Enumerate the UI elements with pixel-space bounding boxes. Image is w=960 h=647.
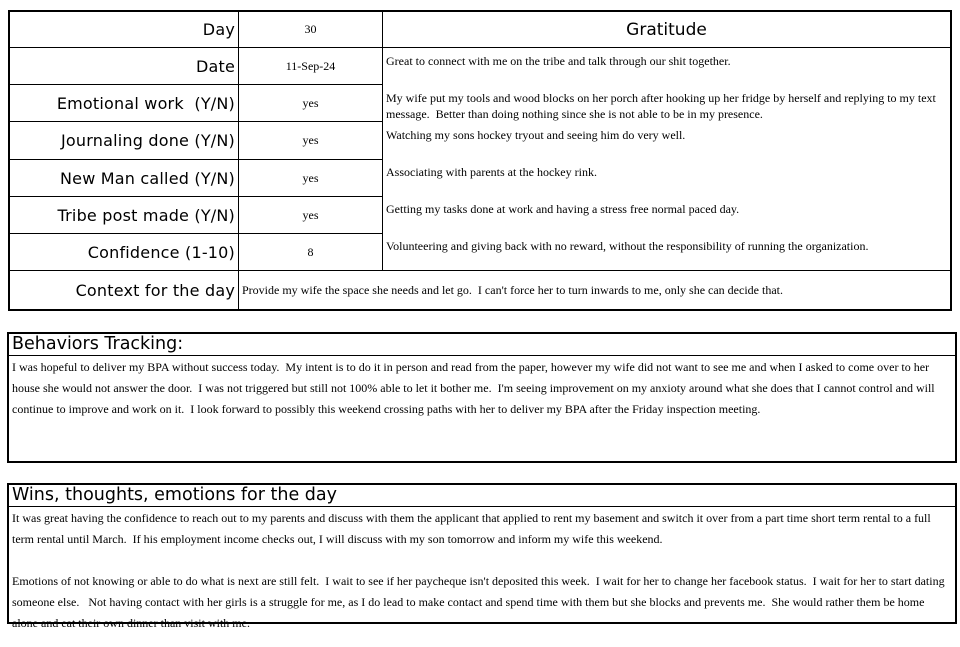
row-label-text: Context for the day — [75, 280, 235, 300]
row-label-text: Tribe post made (Y/N) — [57, 205, 235, 225]
row-label-text: New Man called (Y/N) — [59, 168, 235, 188]
gratitude-entry: Getting my tasks done at work and having a stress free normal paced day. — [386, 202, 740, 216]
new-man-called-value: yes — [302, 170, 319, 185]
gratitude-entry: Watching my sons hockey tryout and seeing him do very well. — [386, 128, 686, 142]
journaling-done-value: yes — [302, 133, 319, 147]
gratitude-entry: Great to connect with me on the tribe and talk through our shit together. — [386, 54, 731, 68]
gratitude-body-cell[interactable] — [383, 48, 950, 271]
behaviors-tracking-title: Behaviors Tracking: — [9, 334, 955, 356]
row-label-text: Confidence (1-10) — [87, 242, 235, 262]
wins-body[interactable] — [9, 507, 955, 634]
confidence-value-cell[interactable] — [239, 234, 383, 271]
row-label-text: Day — [202, 20, 235, 39]
gratitude-entry: My wife put my tools and wood blocks on her porch after hooking up her fridge by herself and replying to my text message. Better than doing nothing since she is not able to be in my presence. — [386, 91, 939, 121]
row-label-context — [10, 271, 239, 309]
new-man-called-value-cell[interactable] — [239, 160, 383, 197]
row-label-tribe-post-made — [10, 197, 239, 234]
date-value-cell[interactable] — [239, 48, 383, 85]
wins-paragraph: Emotions of not knowing or able to do what is next are still felt. I wait to see if her paycheque isn't deposited this week. I wait for her to change her facebook status. I wait for her to start dating someone else. Not having contact with her girls is a struggle for me, as I do lead to make contact and spend time with them but she blocks and prevents me. She would rather them be home alone and eat their own dinner than visit with me. — [12, 574, 948, 630]
daily-tracker-table — [8, 10, 952, 311]
date-value: 11-Sep-24 — [285, 58, 336, 73]
row-label-new-man-called — [10, 160, 239, 197]
row-label-date — [10, 48, 239, 85]
day-value-cell[interactable] — [239, 12, 383, 48]
row-label-text: Emotional work (Y/N) — [56, 93, 235, 113]
wins-title: Wins, thoughts, emotions for the day — [9, 485, 955, 507]
gratitude-header-text: Gratitude — [626, 19, 707, 40]
context-value: Provide my wife the space she needs and let go. I can't force her to turn inwards to me, only she can decide that. — [242, 282, 783, 297]
confidence-value: 8 — [307, 244, 314, 259]
gratitude-header — [383, 12, 950, 48]
emotional-work-value: yes — [302, 95, 319, 110]
journaling-done-value-cell[interactable] — [239, 122, 383, 160]
wins-paragraph: It was great having the confidence to reach out to my parents and discuss with them the applicant that applied to rent my basement and switch it over from a part time short term rental to a full term rental until March. If his employment income checks out, I will discuss with my son tomorrow and inform my wife this weekend. — [12, 511, 934, 546]
gratitude-entry: Volunteering and giving back with no reward, without the responsibility of running the organization. — [386, 239, 869, 253]
behaviors-tracking-section — [7, 332, 957, 463]
gratitude-entry: Associating with parents at the hockey rink. — [386, 165, 597, 179]
row-label-journaling-done — [10, 122, 239, 160]
behaviors-tracking-body[interactable] — [9, 356, 955, 420]
row-label-emotional-work — [10, 85, 239, 122]
row-label-text: Date — [195, 56, 235, 76]
context-value-cell[interactable] — [239, 271, 950, 309]
row-label-text: Journaling done (Y/N) — [61, 131, 235, 150]
day-value: 30 — [304, 22, 317, 36]
wins-section — [7, 483, 957, 630]
row-label-day — [10, 12, 239, 48]
behaviors-tracking-text: I was hopeful to deliver my BPA without success today. My intent is to do it in person and read from the paper, however my wife did not want to see me and when I asked to come over to her house she would not answer the door. I was not triggered but still not 100% able to let it bother me. I'm seeing improvement on my anxioty around what she does that I cannot control and will continue to improve and work on it. I look forward to possibly this weekend crossing paths with her to deliver my BPA after the Friday inspection meeting. — [12, 360, 938, 416]
tribe-post-made-value-cell[interactable] — [239, 197, 383, 234]
tribe-post-made-value: yes — [302, 207, 319, 222]
emotional-work-value-cell[interactable] — [239, 85, 383, 122]
row-label-confidence — [10, 234, 239, 271]
